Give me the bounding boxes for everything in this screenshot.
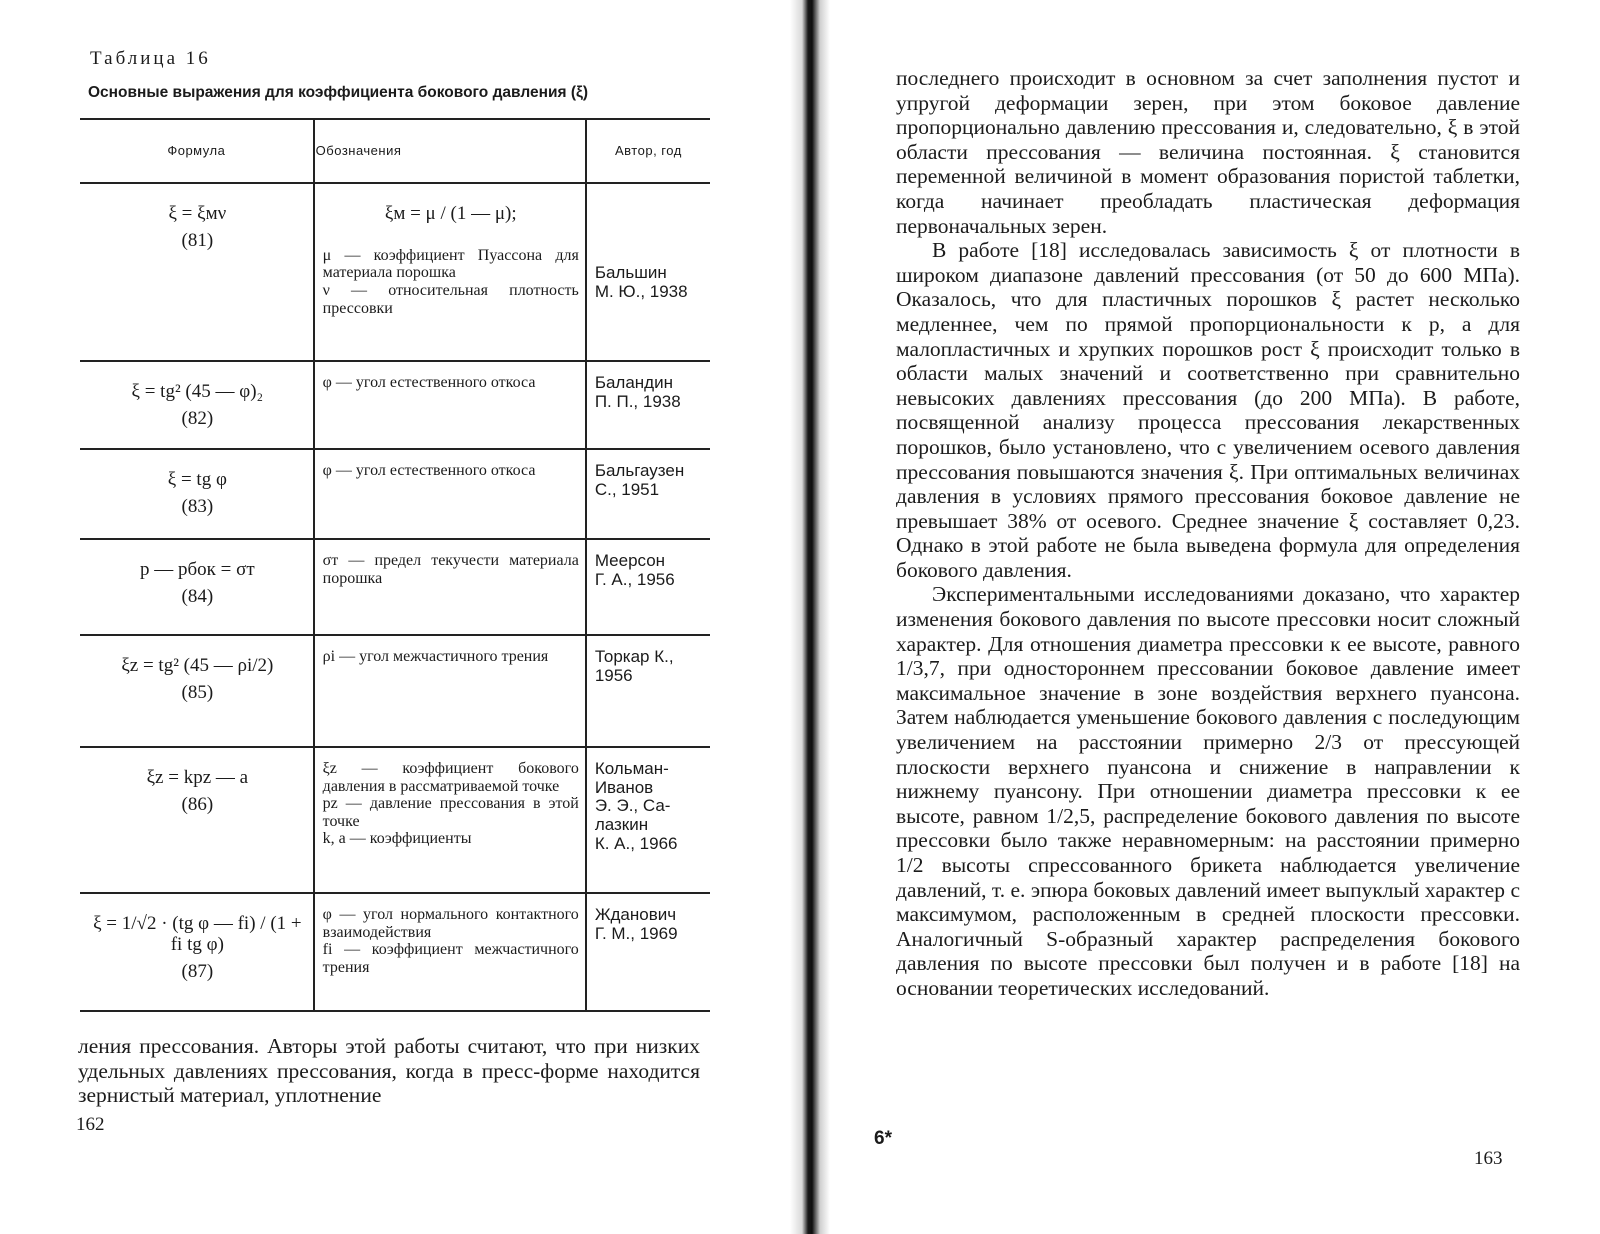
author-line: К. А., 1966	[594, 833, 678, 853]
notation-cell	[314, 449, 586, 539]
author-line: Бальгаузен	[594, 461, 685, 480]
author-line: Иванов	[594, 777, 654, 797]
header-formula: Формула	[80, 119, 314, 183]
author-line: Г. А., 1956	[594, 569, 675, 589]
book-gutter	[790, 0, 830, 1234]
equation-number: (86)	[181, 793, 214, 815]
right-page	[830, 0, 1600, 1234]
author-line: Меерсон	[594, 551, 666, 570]
formula: ξ = tg² (45 — φ)₂	[131, 381, 264, 402]
formula-cell	[80, 635, 314, 747]
notation-line: ξz — коэффициент бокового давления в рассматриваемой точке	[322, 760, 579, 795]
formula: ξ = tg φ	[167, 469, 227, 490]
notation-cell	[314, 635, 586, 747]
page-number-right: 163	[1474, 1148, 1503, 1169]
equation-number: (83)	[181, 495, 214, 517]
formula: ξ = ξмν	[168, 203, 227, 224]
table-header-row	[80, 119, 710, 183]
notation-line: pz — давление прессования в этой точке	[322, 795, 579, 830]
coefficient-table	[80, 118, 710, 1012]
equation-number: (82)	[181, 407, 214, 429]
header-notation: Обозначения	[314, 119, 586, 183]
table-row	[80, 747, 710, 893]
author-line: Г. М., 1969	[594, 923, 678, 943]
author-line: Жданович	[594, 905, 677, 924]
left-page	[0, 0, 770, 1234]
table-body	[80, 183, 710, 1011]
notation-line: μ — коэффициент Пуассона для материала порошка	[322, 246, 579, 282]
notation-line: φ — угол естественного откоса	[322, 374, 536, 391]
paragraph: ления прессования. Авторы этой работы считают, что при низких удельных давлениях прессования, когда в пресс-форме находится зернистый материал, уплотнение	[78, 1034, 700, 1108]
right-page-body-text	[896, 66, 1520, 1001]
notation-cell	[314, 893, 586, 1011]
author-line: Кольман-	[594, 759, 669, 778]
author-line: Баландин	[594, 373, 673, 392]
author-line: М. Ю., 1938	[594, 281, 688, 301]
page-number-left: 162	[76, 1114, 105, 1135]
notation-cell	[314, 539, 586, 635]
notation-line: ν — относительная плотность прессовки	[322, 282, 579, 317]
author-line: С., 1951	[594, 479, 660, 499]
table-label: Таблица 16	[90, 48, 211, 69]
author-line: 1956	[594, 665, 633, 685]
formula: ξ = 1/√2 · (tg φ — fi) / (1 + fi tg φ)	[93, 913, 302, 955]
paragraph: В работе [18] исследовалась зависимость ξ от плотности в широком диапазоне давлений прессования (от 50 до 600 МПа). Оказалось, что для пластичных порошков ξ растет несколько медленнее, чем по прямой пропорциональности к p, а для малопластичных и хрупких порошков рост ξ происходит только в области малых значений и соответственно при сравнительно невысоких давлениях прессования (до 200 МПа). В работе, посвященной анализу процесса прессования лекарственных порошков, было установлено, что с увеличением осевого давления прессования повышаются значения ξ. При оптимальных величинах давления в условиях прямого прессования боковое давление не превышает 38% от осевого. Среднее значение ξ составляет 0,23. Однако в этой работе не была выведена формула для определения бокового давления.	[896, 238, 1520, 582]
notation-line: ξм = μ / (1 — μ);	[384, 203, 517, 224]
author-cell	[586, 747, 710, 893]
left-page-body-text	[78, 1034, 700, 1108]
author-cell	[586, 635, 710, 747]
table-title: Основные выражения для коэффициента бокового давления (ξ)	[88, 84, 589, 101]
formula: ξz = kpz — a	[146, 767, 249, 788]
author-cell	[586, 361, 710, 449]
notation-line: φ — угол нормального контактного взаимодействия	[322, 906, 579, 941]
table-row	[80, 539, 710, 635]
equation-number: (81)	[181, 229, 214, 251]
formula: ξz = tg² (45 — ρi/2)	[121, 655, 274, 676]
formula-cell	[80, 539, 314, 635]
author-cell	[586, 539, 710, 635]
equation-number: (85)	[181, 681, 214, 703]
table-row	[80, 183, 710, 361]
table-row	[80, 635, 710, 747]
notation-cell	[314, 747, 586, 893]
formula-cell	[80, 893, 314, 1011]
formula: p — pбок = σт	[140, 559, 255, 580]
header-author-year: Автор, год	[586, 119, 710, 183]
notation-line: k, a — коэффициенты	[322, 830, 472, 848]
notation-line: φ — угол естественного откоса	[322, 462, 536, 479]
formula-cell	[80, 183, 314, 361]
paragraph: последнего происходит в основном за счет заполнения пустот и упругой деформации зерен, при этом боковое давление пропорционально давлению прессования и, следовательно, ξ в этой области прессования — величина постоянная. ξ становится переменной величиной в момент образования пористой таблетки, когда начинает преобладать пластическая деформация первоначальных зерен.	[896, 66, 1520, 238]
notation-line: fi — коэффициент межчастичного трения	[322, 941, 579, 976]
table-row	[80, 893, 710, 1011]
formula-cell	[80, 747, 314, 893]
table-row	[80, 449, 710, 539]
author-line: лазкин	[594, 815, 649, 835]
equation-number: (84)	[181, 585, 214, 607]
equation-number: (87)	[181, 960, 214, 982]
author-cell	[586, 893, 710, 1011]
author-line: П. П., 1938	[594, 391, 681, 411]
paragraph: Экспериментальными исследованиями доказано, что характер изменения бокового давления по высоте прессовки носит сложный характер. Для отношения диаметра прессовки к ее высоте, равного 1/3,7, при одностороннем прессовании боковое давление имеет максимальное значение в зоне воздействия верхнего пуансона. Затем наблюдается уменьшение бокового давления с последующим увеличением на расстоянии примерно 2/3 от прессующей плоскости верхнего пуансона и снижение в направлении к нижнему пуансону. При отношении диаметра прессовки к ее высоте, равном 1/2,5, распределение бокового давления по высоте прессовки было также неравномерным: на расстоянии примерно 1/2 высоты спрессованного брикета наблюдается увеличение давлений, т. е. эпюра боковых давлений имеет выпуклый характер с максимумом, расположенным в средней плоскости прессовки. Аналогичный S-образный характер распределения бокового давления по высоте прессовки был получен и в работе [18] на основании теоретических исследований.	[896, 582, 1520, 1000]
formula-cell	[80, 361, 314, 449]
notation-line: σт — предел текучести материала порошка	[322, 552, 579, 587]
author-line: Торкар К.,	[594, 647, 674, 666]
author-line: Э. Э., Са-	[594, 796, 671, 816]
notation-cell	[314, 183, 586, 361]
author-cell	[586, 449, 710, 539]
notation-cell	[314, 361, 586, 449]
signature-mark: 6*	[874, 1128, 892, 1149]
author-cell	[586, 183, 710, 361]
table-row	[80, 361, 710, 449]
notation-line: ρi — угол межчастичного трения	[322, 648, 549, 665]
author-line: Бальшин	[594, 263, 667, 282]
formula-cell	[80, 449, 314, 539]
